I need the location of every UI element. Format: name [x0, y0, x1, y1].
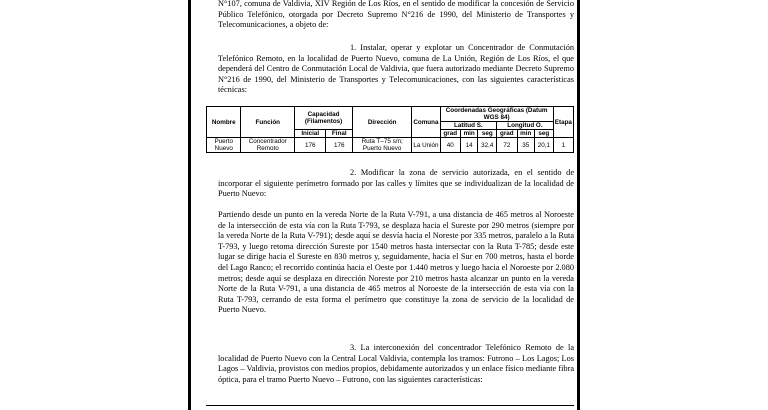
next-table-top-border	[206, 405, 574, 406]
col-lon-grad: grad	[497, 130, 517, 138]
page-border-right	[577, 0, 580, 410]
cell-lon-min: 35	[517, 138, 534, 153]
col-longitud: Longitud O.	[497, 122, 554, 130]
paragraph-perimeter: Partiendo desde un punto en la vereda Norte de la Ruta V-791, a una distancia de 465 metros al Noroeste de la intersección de esta vía con la Ruta T-793, se desplaza hacia el Sureste por 290 metros (siempre por la vereda Norte de la Ruta V-791); desde aquí se desvía hacia el Noreste por 335 metros, paralelo a la Ruta T-793, y luego retoma dirección Sureste por 1540 metros hasta intersectar con la Ruta T-785; desde este lugar se dirige hacia el Sureste en 830 metros y, seguidamente, hacia el Sur en 700 metros, hasta el borde del Lago Ranco; el recorrido continúa hacia el Oeste por 1.440 metros y luego hacia el Noroeste por 2.080 metros; desde aquí se desplaza en dirección Noreste por 210 metros hasta alcanzar un punto en la vereda Norte de la Ruta V-791, a una distancia de 465 metros al Noroeste de la intersección de esta vía con la Ruta T-793, cerrando de esta forma el perímetro que constituye la zona de servicio de la localidad de Puerto Nuevo.	[218, 210, 574, 315]
paragraph-item-1: 1. Instalar, operar y explotar un Concentrador de Conmutación Telefónico Remoto, en la localidad de Puerto Nuevo, comuna de La Unión, Región de Los Ríos, el que dependerá del Centro de Conmutación Local de Valdivia, que fuera autorizado mediante Decreto Supremo N°216 de 1990, del Ministerio de Transportes y Telecomunicaciones, con las siguientes características técnicas:	[218, 43, 574, 95]
col-capacidad: Capacidad (Filamentos)	[295, 107, 353, 130]
col-funcion: Función	[241, 107, 295, 138]
cell-lon-seg: 20,1	[534, 138, 553, 153]
page-border-left	[188, 0, 191, 410]
cell-funcion: Concentrador Remoto	[241, 138, 295, 153]
col-etapa: Etapa	[553, 107, 573, 138]
cell-lat-min: 14	[460, 138, 477, 153]
col-final: Final	[326, 130, 353, 138]
col-nombre: Nombre	[207, 107, 241, 138]
col-coordenadas: Coordenadas Geográficas (Datum WGS 84)	[440, 107, 553, 122]
cell-lon-grad: 72	[497, 138, 517, 153]
col-lat-min: min	[460, 130, 477, 138]
cell-lat-grad: 40	[440, 138, 460, 153]
col-comuna: Comuna	[412, 107, 440, 138]
paragraph-item-2: 2. Modificar la zona de servicio autorizada, en el sentido de incorporar el siguiente perímetro formado por las calles y límites que se individualizan de la localidad de Puerto Nuevo:	[218, 168, 574, 199]
paragraph-item-3: 3. La interconexión del concentrador Telefónico Remoto de la localidad de Puerto Nuevo con la Central Local Valdivia, contempla los tramos: Futrono – Los Lagos; Los Lagos – Valdivia, provistos con medios propios, debidamente autorizados y un enlace físico mediante fibra óptica, para el tramo Puerto Nuevo – Futrono, con las siguientes características:	[218, 343, 574, 384]
col-lat-seg: seg	[478, 130, 497, 138]
table-row	[207, 138, 574, 153]
paragraph-intro: N°107, comuna de Valdivia, XIV Región de Los Ríos, en el sentido de modificar la concesión de Servicio Público Telefónico, otorgada por Decreto Supremo N°216 de 1990, del Ministerio de Transportes y Telecomunicaciones, a objeto de:	[218, 0, 574, 30]
concentrator-table	[206, 106, 574, 153]
col-lon-min: min	[517, 130, 534, 138]
cell-etapa: 1	[553, 138, 573, 153]
cell-comuna: La Unión	[412, 138, 440, 153]
col-direccion: Dirección	[353, 107, 412, 138]
col-latitud: Latitud S.	[440, 122, 497, 130]
cell-lat-seg: 32,4	[478, 138, 497, 153]
col-lat-grad: grad	[440, 130, 460, 138]
col-lon-seg: seg	[534, 130, 553, 138]
cell-nombre: Puerto Nuevo	[207, 138, 241, 153]
cell-final: 176	[326, 138, 353, 153]
cell-direccion: Ruta T–75 s/n; Puerto Nuevo	[353, 138, 412, 153]
col-inicial: Inicial	[295, 130, 326, 138]
cell-inicial: 176	[295, 138, 326, 153]
